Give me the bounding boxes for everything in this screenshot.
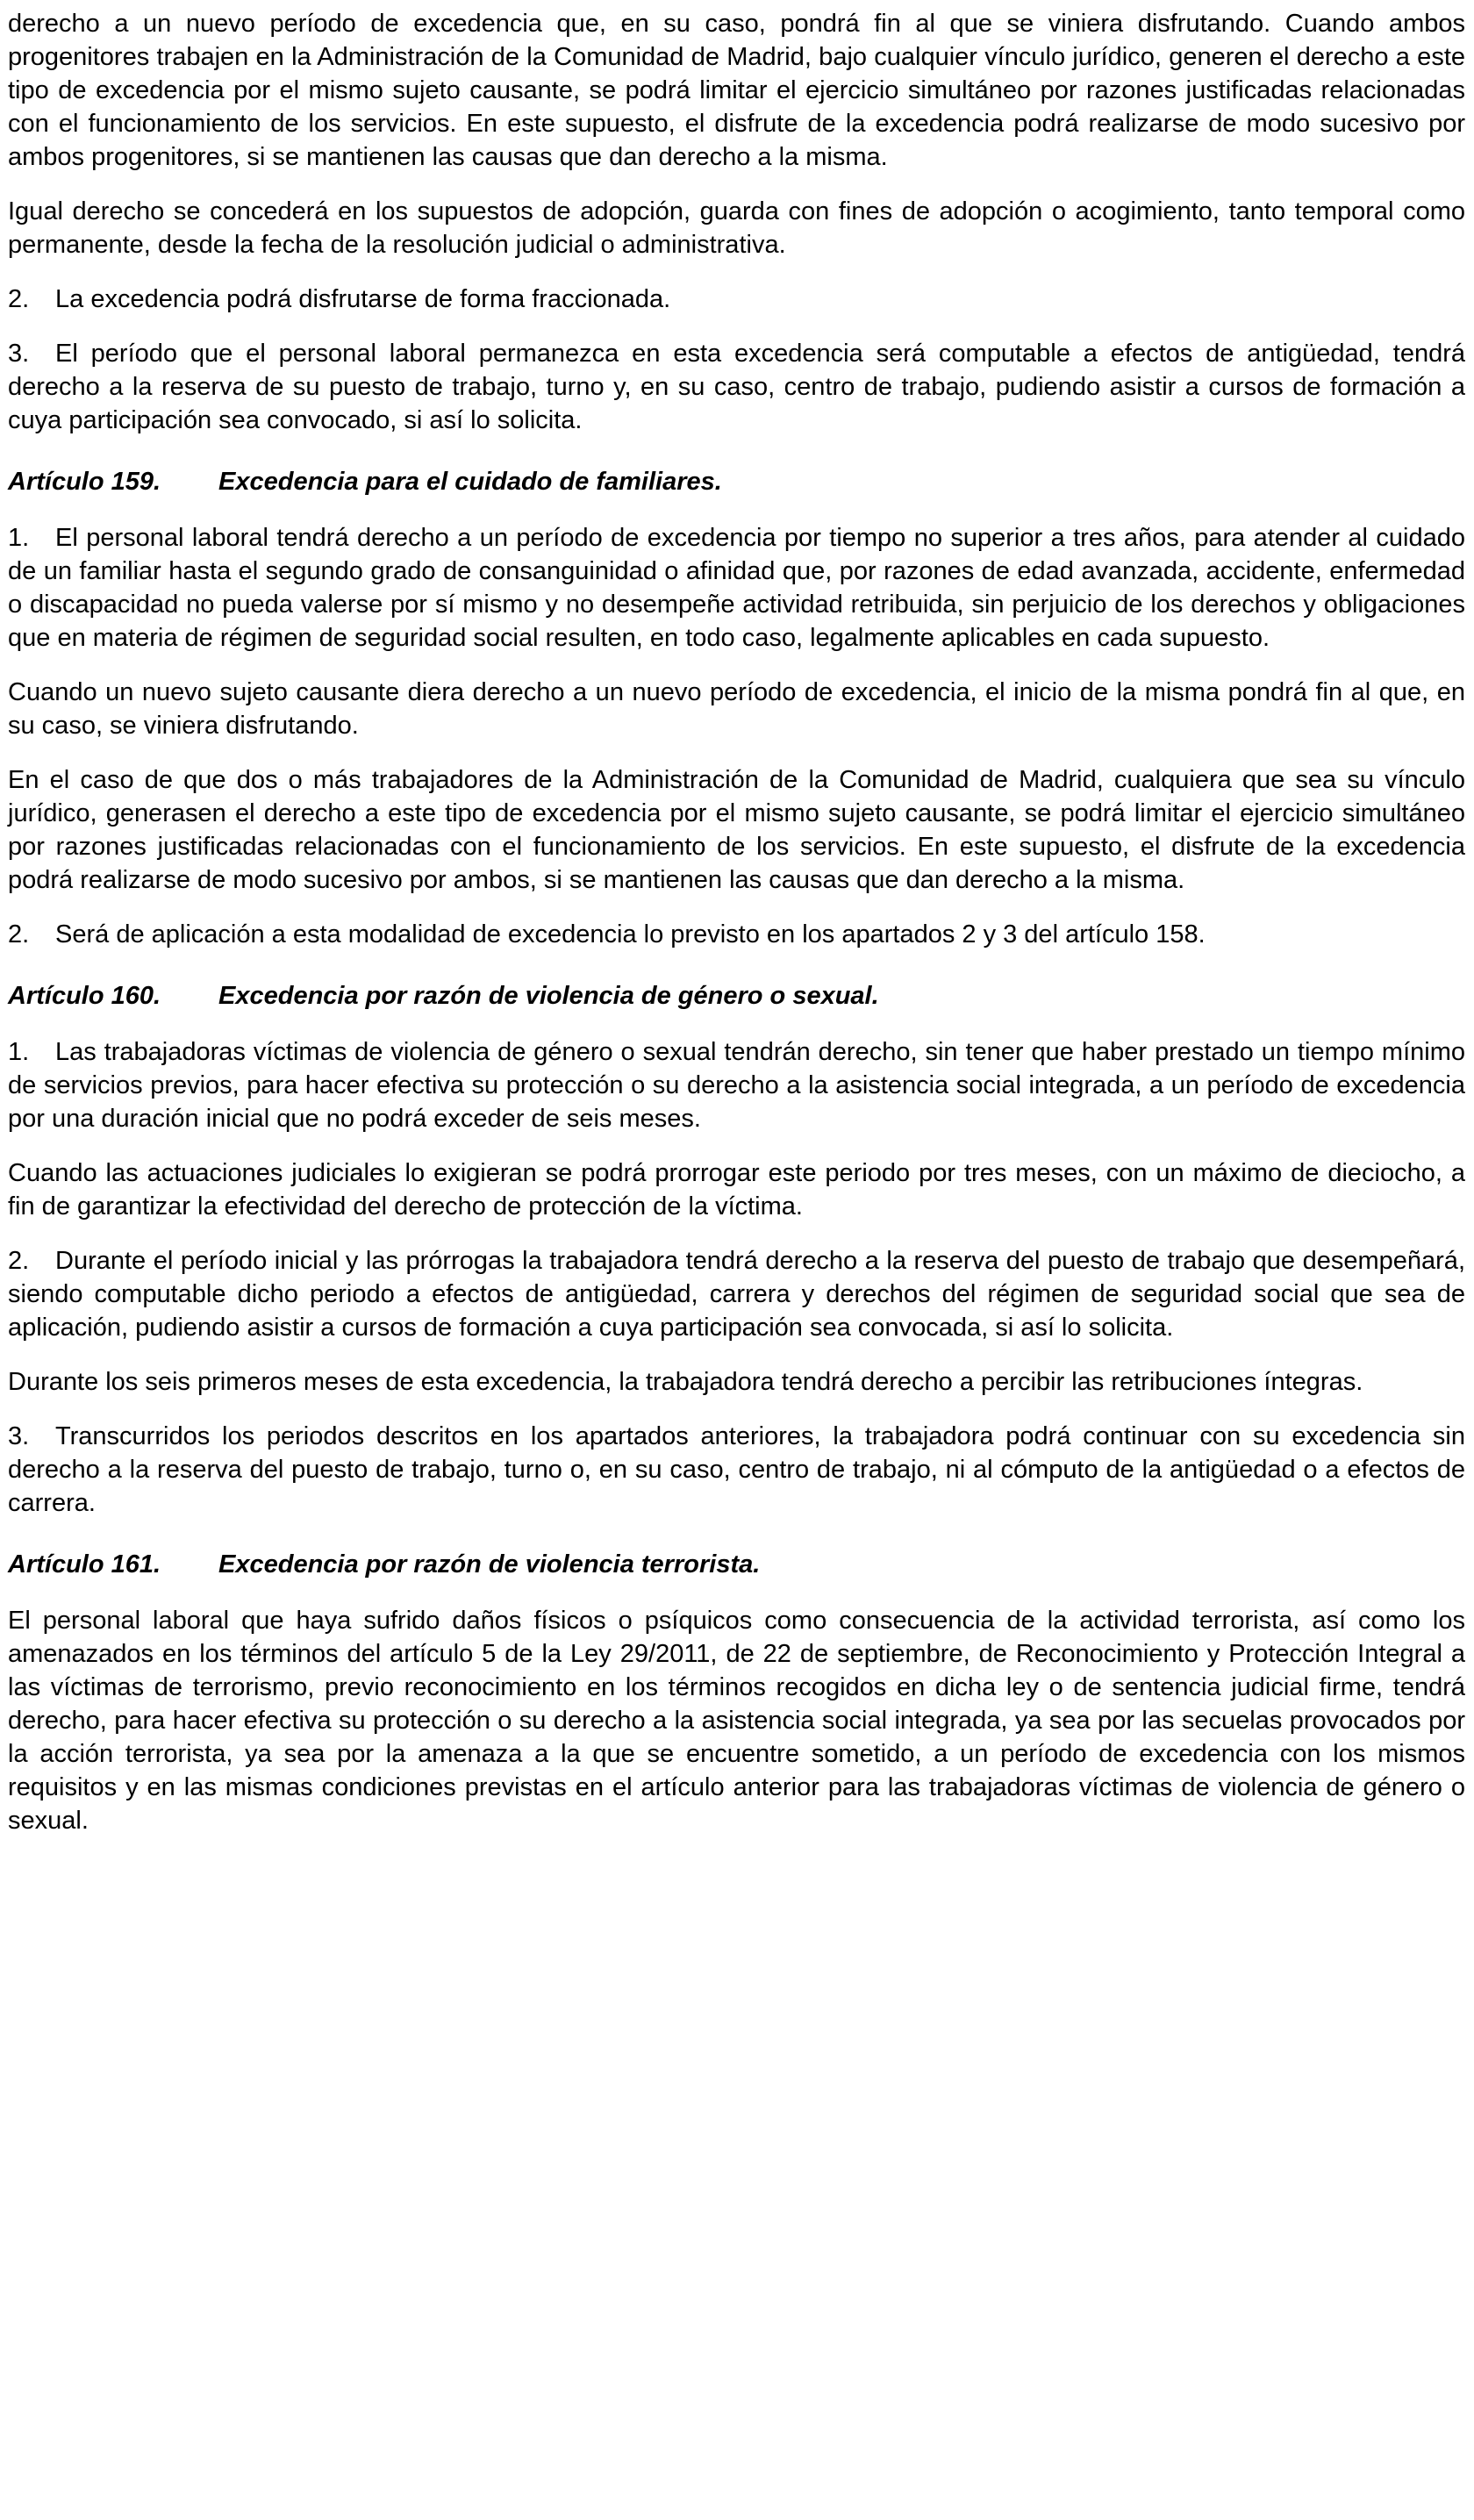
article-title: Excedencia por razón de violencia de género o sexual. [218, 982, 879, 1010]
paragraph [8, 676, 1465, 742]
numbered-paragraph [8, 1244, 1465, 1344]
article-heading-160 [8, 979, 1465, 1013]
paragraph-text: Las trabajadoras víctimas de violencia de género o sexual tendrán derecho, sin tener que haber prestado un tiempo mínimo de servicios previos, para hacer efectiva su protección o su derecho a la asistencia social integrada, a un período de excedencia por una duración inicial que no podrá exceder de seis meses. [8, 1038, 1465, 1133]
paragraph [8, 763, 1465, 897]
paragraph-number: 2. [8, 920, 30, 949]
article-heading-161 [8, 1548, 1465, 1581]
numbered-paragraph [8, 1035, 1465, 1135]
numbered-paragraph [8, 1420, 1465, 1520]
paragraph-text: En el caso de que dos o más trabajadores de la Administración de la Comunidad de Madrid, cualquiera que sea su vínculo jurídico, generasen el derecho a este tipo de excedencia por el mismo sujeto causante, se podrá limitar el ejercicio simultáneo por razones justificadas relacionadas con el funcionamiento de los servicios. En este supuesto, el disfrute de la excedencia podrá realizarse de modo sucesivo por ambos, si se mantienen las causas que dan derecho a la misma. [8, 766, 1465, 894]
paragraph-text: Durante el período inicial y las prórrogas la trabajadora tendrá derecho a la reserva del puesto de trabajo que desempeñará, siendo computable dicho periodo a efectos de antigüedad, carrera y derechos del régimen de seguridad social que sea de aplicación, pudiendo asistir a cursos de formación a cuya participación sea convocada, si así lo solicita. [8, 1247, 1465, 1342]
paragraph-number: 2. [8, 285, 30, 313]
article-title: Excedencia por razón de violencia terrorista. [218, 1550, 761, 1579]
paragraph-text: Cuando las actuaciones judiciales lo exigieran se podrá prorrogar este periodo por tres meses, con un máximo de dieciocho, a fin de garantizar la efectividad del derecho de protección de la víctima. [8, 1159, 1465, 1221]
paragraph-text: derecho a un nuevo período de excedencia que, en su caso, pondrá fin al que se viniera disfrutando. Cuando ambos progenitores trabajen en la Administración de la Comunidad de Madrid, bajo cualquier vínculo jurídico, generen el derecho a este tipo de excedencia por el mismo sujeto causante, se podrá limitar el ejercicio simultáneo por razones justificadas relacionadas con el funcionamiento de los servicios. En este supuesto, el disfrute de la excedencia podrá realizarse de modo sucesivo por ambos progenitores, si se mantienen las causas que dan derecho a la misma. [8, 10, 1465, 171]
paragraph-text: Transcurridos los periodos descritos en los apartados anteriores, la trabajadora podrá continuar con su excedencia sin derecho a la reserva del puesto de trabajo, turno o, en su caso, centro de trabajo, ni al cómputo de la antigüedad o a efectos de carrera. [8, 1422, 1465, 1517]
paragraph-text: Será de aplicación a esta modalidad de excedencia lo previsto en los apartados 2 y 3 del artículo 158. [55, 920, 1206, 949]
paragraph-number: 3. [8, 340, 30, 368]
numbered-paragraph [8, 918, 1465, 951]
paragraph-number: 2. [8, 1247, 30, 1275]
paragraph [8, 1156, 1465, 1223]
paragraph-text: Cuando un nuevo sujeto causante diera derecho a un nuevo período de excedencia, el inicio de la misma pondrá fin al que, en su caso, se viniera disfrutando. [8, 678, 1465, 740]
paragraph [8, 195, 1465, 261]
numbered-paragraph [8, 337, 1465, 437]
numbered-paragraph [8, 283, 1465, 316]
paragraph-number: 1. [8, 1038, 30, 1066]
paragraph-text: El personal laboral que haya sufrido daños físicos o psíquicos como consecuencia de la actividad terrorista, así como los amenazados en los términos del artículo 5 de la Ley 29/2011, de 22 de septiembre, de Reconocimiento y Protección Integral a las víctimas de terrorismo, previo reconocimiento en los términos recogidos en dicha ley o de sentencia judicial firme, tendrá derecho, para hacer efectiva su protección o su derecho a la asistencia social integrada, ya sea por las secuelas provocados por la acción terrorista, ya sea por la amenaza a la que se encuentre sometido, a un período de excedencia con los mismos requisitos y en las mismas condiciones previstas en el artículo anterior para las trabajadoras víctimas de violencia de género o sexual. [8, 1607, 1465, 1835]
paragraph [8, 7, 1465, 174]
numbered-paragraph [8, 521, 1465, 655]
article-title: Excedencia para el cuidado de familiares. [218, 468, 722, 496]
paragraph [8, 1365, 1465, 1399]
article-number: Artículo 160. [8, 982, 161, 1010]
paragraph-text: Igual derecho se concederá en los supuestos de adopción, guarda con fines de adopción o acogimiento, tanto temporal como permanente, desde la fecha de la resolución judicial o administrativa. [8, 197, 1465, 259]
article-number: Artículo 161. [8, 1550, 161, 1579]
paragraph-text: Durante los seis primeros meses de esta excedencia, la trabajadora tendrá derecho a percibir las retribuciones íntegras. [8, 1368, 1363, 1396]
paragraph [8, 1604, 1465, 1837]
article-heading-159 [8, 465, 1465, 498]
paragraph-number: 3. [8, 1422, 30, 1450]
paragraph-number: 1. [8, 524, 30, 552]
paragraph-text: El personal laboral tendrá derecho a un período de excedencia por tiempo no superior a tres años, para atender al cuidado de un familiar hasta el segundo grado de consanguinidad o afinidad que, por razones de edad avanzada, accidente, enfermedad o discapacidad no pueda valerse por sí mismo y no desempeñe actividad retribuida, sin perjuicio de los derechos y obligaciones que en materia de régimen de seguridad social resulten, en todo caso, legalmente aplicables en cada supuesto. [8, 524, 1465, 652]
paragraph-text: El período que el personal laboral permanezca en esta excedencia será computable a efectos de antigüedad, tendrá derecho a la reserva de su puesto de trabajo, turno y, en su caso, centro de trabajo, pudiendo asistir a cursos de formación a cuya participación sea convocado, si así lo solicita. [8, 340, 1465, 434]
article-number: Artículo 159. [8, 468, 161, 496]
paragraph-text: La excedencia podrá disfrutarse de forma fraccionada. [55, 285, 671, 313]
